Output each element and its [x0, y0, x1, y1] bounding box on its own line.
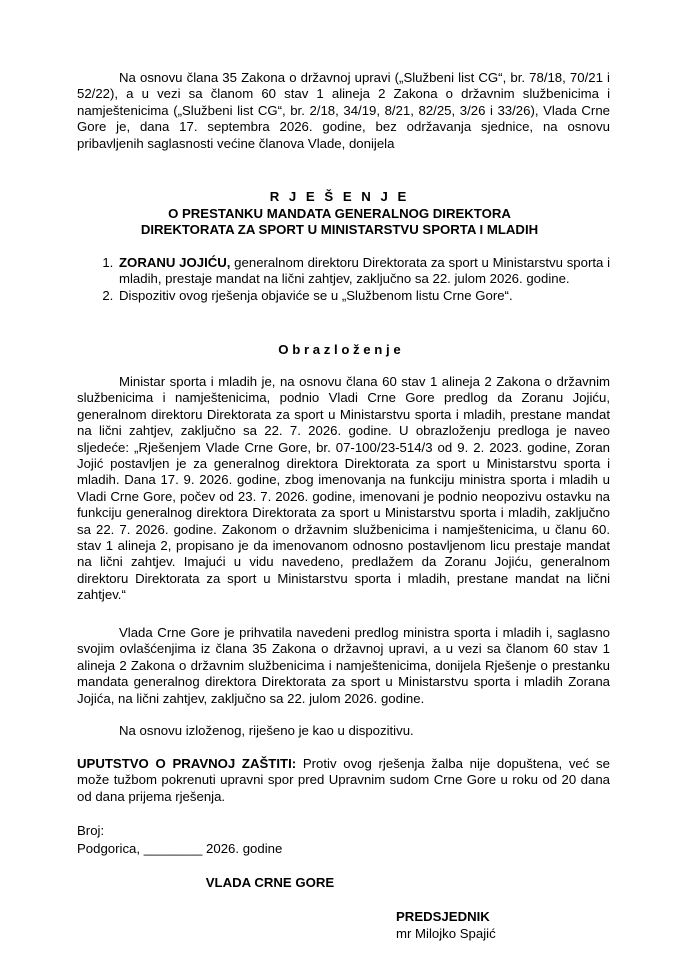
place-and-date: Podgorica, ________ 2026. godine [77, 841, 283, 856]
dispositive-item-2 [117, 288, 610, 304]
reasoning-heading: O b r a z l o ž e n j e [278, 342, 401, 357]
dispositive-person-name: ZORANU JOJIĆU, [119, 255, 231, 270]
signatory-title: PREDSJEDNIK [396, 909, 490, 924]
dispositive-item-1 [117, 255, 610, 288]
document-number-label: Broj: [77, 823, 105, 838]
reasoning-paragraph-1: Ministar sporta i mladih je, na osnovu člana 60 stav 1 alineja 2 Zakona o državnim službenicima i namještenicima, podnio Vladi Crne Gore predlog da Zoranu Jojiću, generalnom direktoru Direktorata za sport u Ministarstvu sporta i mladih, prestane mandat na lični zahtjev, zaključno sa 22. 7. 2026. godine. U obrazloženju predloga je naveo sljedeće: „Rješenjem Vlade Crne Gore, br. 07-100/23-514/3 od 9. 2. 2023. godine, Zoran Jojić postavljen je za generalnog direktora Direktorata za sport u Ministarstvu sporta i mladih. Dana 17. 9. 2026. godine, zbog imenovanja na funkciju ministra sporta i mladih u Vladi Crne Gore, počev od 23. 7. 2026. godine, imenovani je podnio neopozivu ostavku na funkciju generalnog direktora Direktorata za sport u Ministarstvu sporta i mladih, zaključno sa 22. 7. 2026. godine. Zakonom o državnim službenicima i namještenicima, u članu 60. stav 1 alineja 2, propisano je da imenovanom odnosno postavljenom licu prestaje mandat na lični zahtjev. Imajući u vidu navedeno, predlažem da Zoranu Jojiću, generalnom direktoru Direktorata za sport u Ministarstvu sporta i mladih, prestane mandat na lični zahtjev.“ [77, 374, 610, 603]
legal-remedy-paragraph [77, 756, 610, 805]
legal-remedy-label: UPUTSTVO O PRAVNOJ ZAŠTITI: [77, 756, 297, 771]
dispositive-item-2-text: Dispozitiv ovog rješenja objaviće se u „Službenom listu Crne Gore“. [119, 287, 513, 303]
decision-subtitle-line-1: O PRESTANKU MANDATA GENERALNOG DIREKTORA [168, 206, 511, 221]
reasoning-paragraph-2: Vlada Crne Gore je prihvatila navedeni predlog ministra sporta i mladih i, saglasno svojim ovlašćenjima iz člana 35 Zakona o državnoj upravi, a u vezi sa članom 60 stav 1 alineja 2 Zakona o državnim službenicima i namještenicima, donijela Rješenje o prestanku mandata generalnog direktora Direktorata za sport u Ministarstvu sporta i mladih Zorana Jojića, na lični zahtjev, zaključno sa 22. julom 2026. godine. [77, 625, 610, 706]
signatory-name: mr Milojko Spajić [396, 926, 496, 941]
preamble-paragraph: Na osnovu člana 35 Zakona o državnoj upravi („Službeni list CG“, br. 78/18, 70/21 i 52/22), a u vezi sa članom 60 stav 1 alineja 2 Zakona o državnim službenicima i namještenicima („Službeni list CG“, br. 2/18, 34/19, 8/21, 82/25, 3/26 i 33/26), Vlada Crne Gore je, dana 17. septembra 2026. godine, bez održavanja sjednice, na osnovu pribavljenih saglasnosti većine članova Vlade, donijela [77, 70, 610, 151]
issuing-body: VLADA CRNE GORE [205, 875, 335, 890]
dispositive-list [77, 255, 610, 304]
dispositive-item-1-text: generalnom direktoru Direktorata za sport u Ministarstvu sporta i mladih, prestaje mandat na lični zahtjev, zaključno sa 22. julom 2026. godine. [119, 255, 611, 287]
decision-subtitle-line-2: DIREKTORATA ZA SPORT U MINISTARSTVU SPORTA I MLADIH [140, 222, 539, 237]
legal-remedy-text: Protiv ovog rješenja žalba nije dopuštena, već se može tužbom pokrenuti upravni spor pred Upravnim sudom Crne Gore u roku od 20 dana od dana prijema rješenja. [77, 756, 610, 804]
reasoning-paragraph-3: Na osnovu izloženog, riješeno je kao u dispozitivu. [119, 723, 414, 738]
decision-title: R J E Š E N J E [269, 189, 410, 204]
